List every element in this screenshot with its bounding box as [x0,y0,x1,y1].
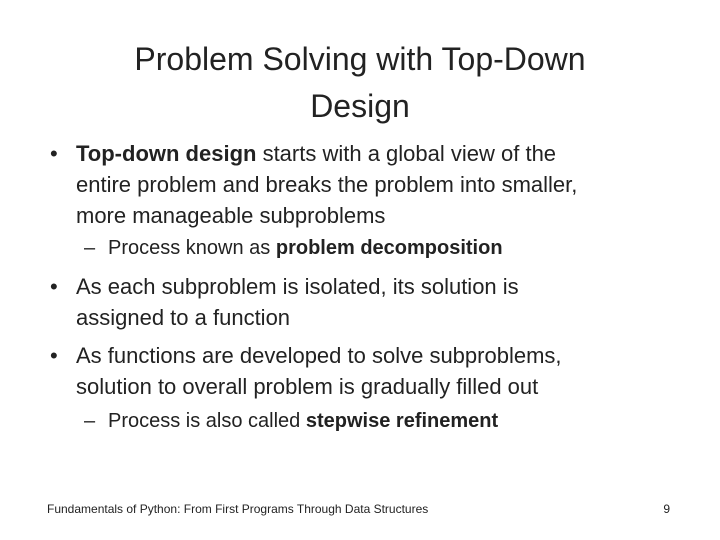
bold-term: problem decomposition [275,237,503,259]
bullet-line [76,138,676,169]
bullet-text: starts with a global view of the [256,141,557,166]
bullet-line: entire problem and breaks the problem into smaller, [76,172,578,197]
bold-term: Top-down design [76,141,257,166]
bullet-line: solution to overall problem is gradually filled out [76,374,539,399]
bullet-line: As each subproblem is isolated, its solution is [76,274,519,299]
subbullet-problem-decomposition [84,235,668,261]
bullet-marker: • [50,274,58,299]
bullet-marker: • [50,141,58,166]
bullet-line: As functions are developed to solve subproblems, [76,343,562,368]
subbullet-text: Process is also called [108,410,306,432]
slide-footer: Fundamentals of Python: From First Programs Through Data Structures [47,502,429,516]
bullet-marker: • [50,343,58,368]
bullet-functions-developed [50,340,676,402]
subbullet-stepwise-refinement [84,408,668,434]
bullet-top-down-design [50,138,676,231]
title-line-1: Problem Solving with Top-Down [134,41,586,77]
bullet-line: assigned to a function [76,305,291,330]
bullet-line: more manageable subproblems [76,203,386,228]
bold-term: stepwise refinement [305,410,499,432]
page-number: 9 [663,502,670,516]
subbullet-text: Process known as [108,237,276,259]
bullet-subproblem-isolated [50,271,676,333]
slide-title [60,36,660,130]
subbullet-marker: – [84,237,96,259]
title-line-2: Design [310,88,410,124]
subbullet-marker: – [84,410,96,432]
